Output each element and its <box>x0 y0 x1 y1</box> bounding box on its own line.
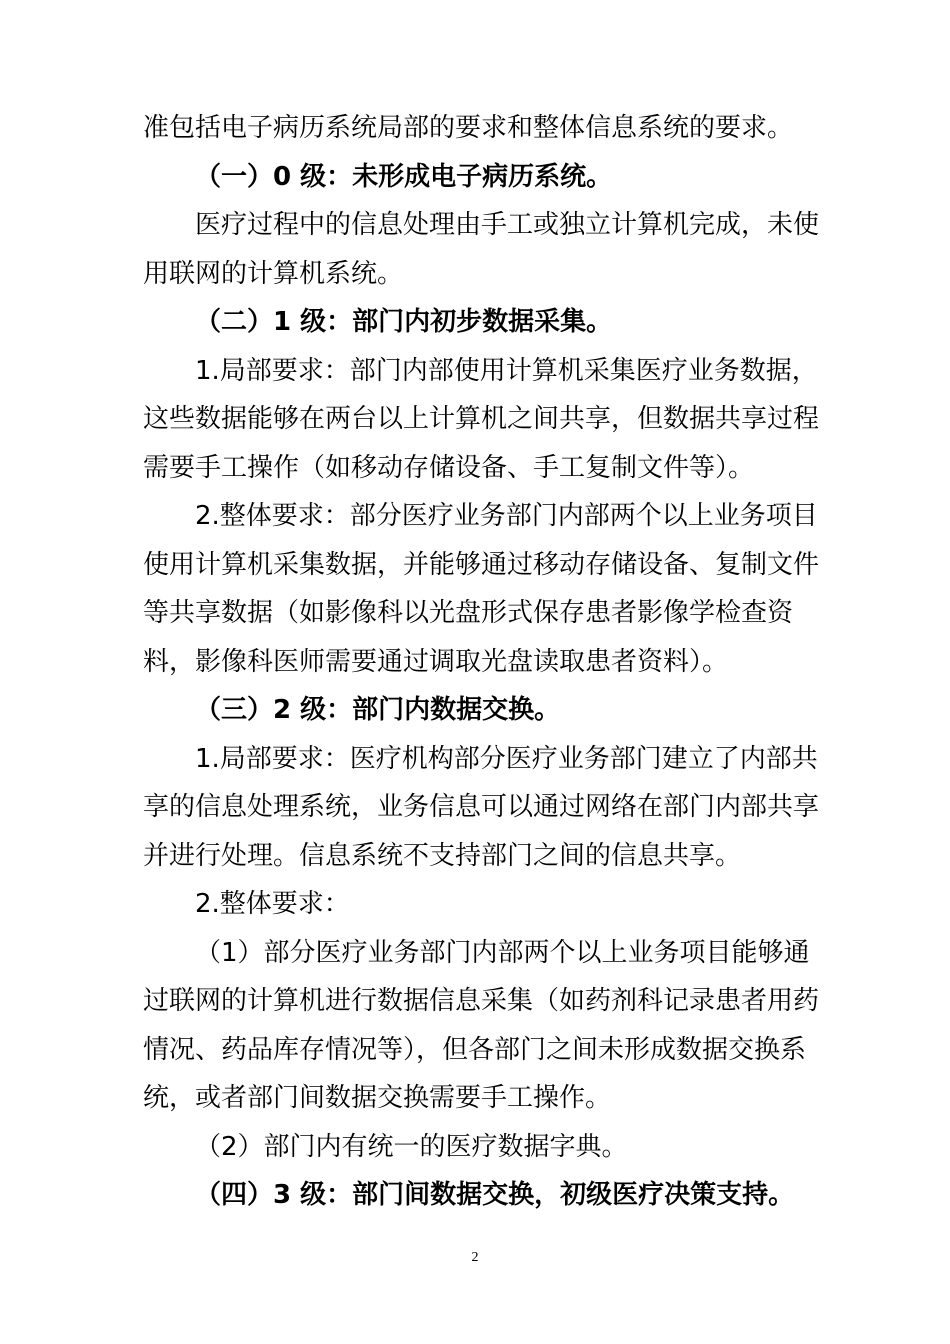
document-body <box>143 104 820 1220</box>
page-number: 2 <box>471 1250 479 1265</box>
section-heading: （一）0 级：未形成电子病历系统。 <box>195 161 613 192</box>
text-line: 准包括电子病历系统局部的要求和整体信息系统的要求。 <box>143 113 794 143</box>
section-heading: （二）1 级：部门内初步数据采集。 <box>195 307 613 337</box>
text-line: 使用计算机采集数据，并能够通过移动存储设备、复制文件 <box>143 549 820 580</box>
text-line: 并进行处理。信息系统不支持部门之间的信息共享。 <box>143 840 742 871</box>
text-line: 享的信息处理系统，业务信息可以通过网络在部门内部共享 <box>143 792 820 822</box>
text-line: （1）部分医疗业务部门内部两个以上业务项目能够通 <box>195 937 810 968</box>
text-line: 医疗过程中的信息处理由手工或独立计算机完成，未使 <box>195 210 820 240</box>
text-line: 统，或者部门间数据交换需要手工操作。 <box>143 1083 612 1113</box>
text-line: 2.整体要求：部分医疗业务部门内部两个以上业务项目 <box>195 501 818 531</box>
text-line: 需要手工操作（如移动存储设备、手工复制文件等）。 <box>143 452 755 483</box>
text-line: 过联网的计算机进行数据信息采集（如药剂科记录患者用药 <box>143 986 820 1016</box>
text-line: 用联网的计算机系统。 <box>143 258 404 289</box>
text-line: 1.局部要求：部门内部使用计算机采集医疗业务数据， <box>195 355 818 386</box>
text-line: （2）部门内有统一的医疗数据字典。 <box>195 1131 628 1162</box>
text-line: 料，影像科医师需要通过调取光盘读取患者资料）。 <box>143 646 729 677</box>
text-line: 2.整体要求： <box>195 889 350 919</box>
text-line: 1.局部要求：医疗机构部分医疗业务部门建立了内部共 <box>195 743 818 774</box>
text-line: 等共享数据（如影像科以光盘形式保存患者影像学检查资 <box>143 598 794 628</box>
text-line: 情况、药品库存情况等），但各部门之间未形成数据交换系 <box>143 1034 807 1065</box>
section-heading: （三）2 级：部门内数据交换。 <box>195 695 561 725</box>
text-line: 这些数据能够在两台以上计算机之间共享，但数据共享过程 <box>143 404 820 434</box>
section-heading: （四）3 级：部门间数据交换，初级医疗决策支持。 <box>195 1180 795 1210</box>
